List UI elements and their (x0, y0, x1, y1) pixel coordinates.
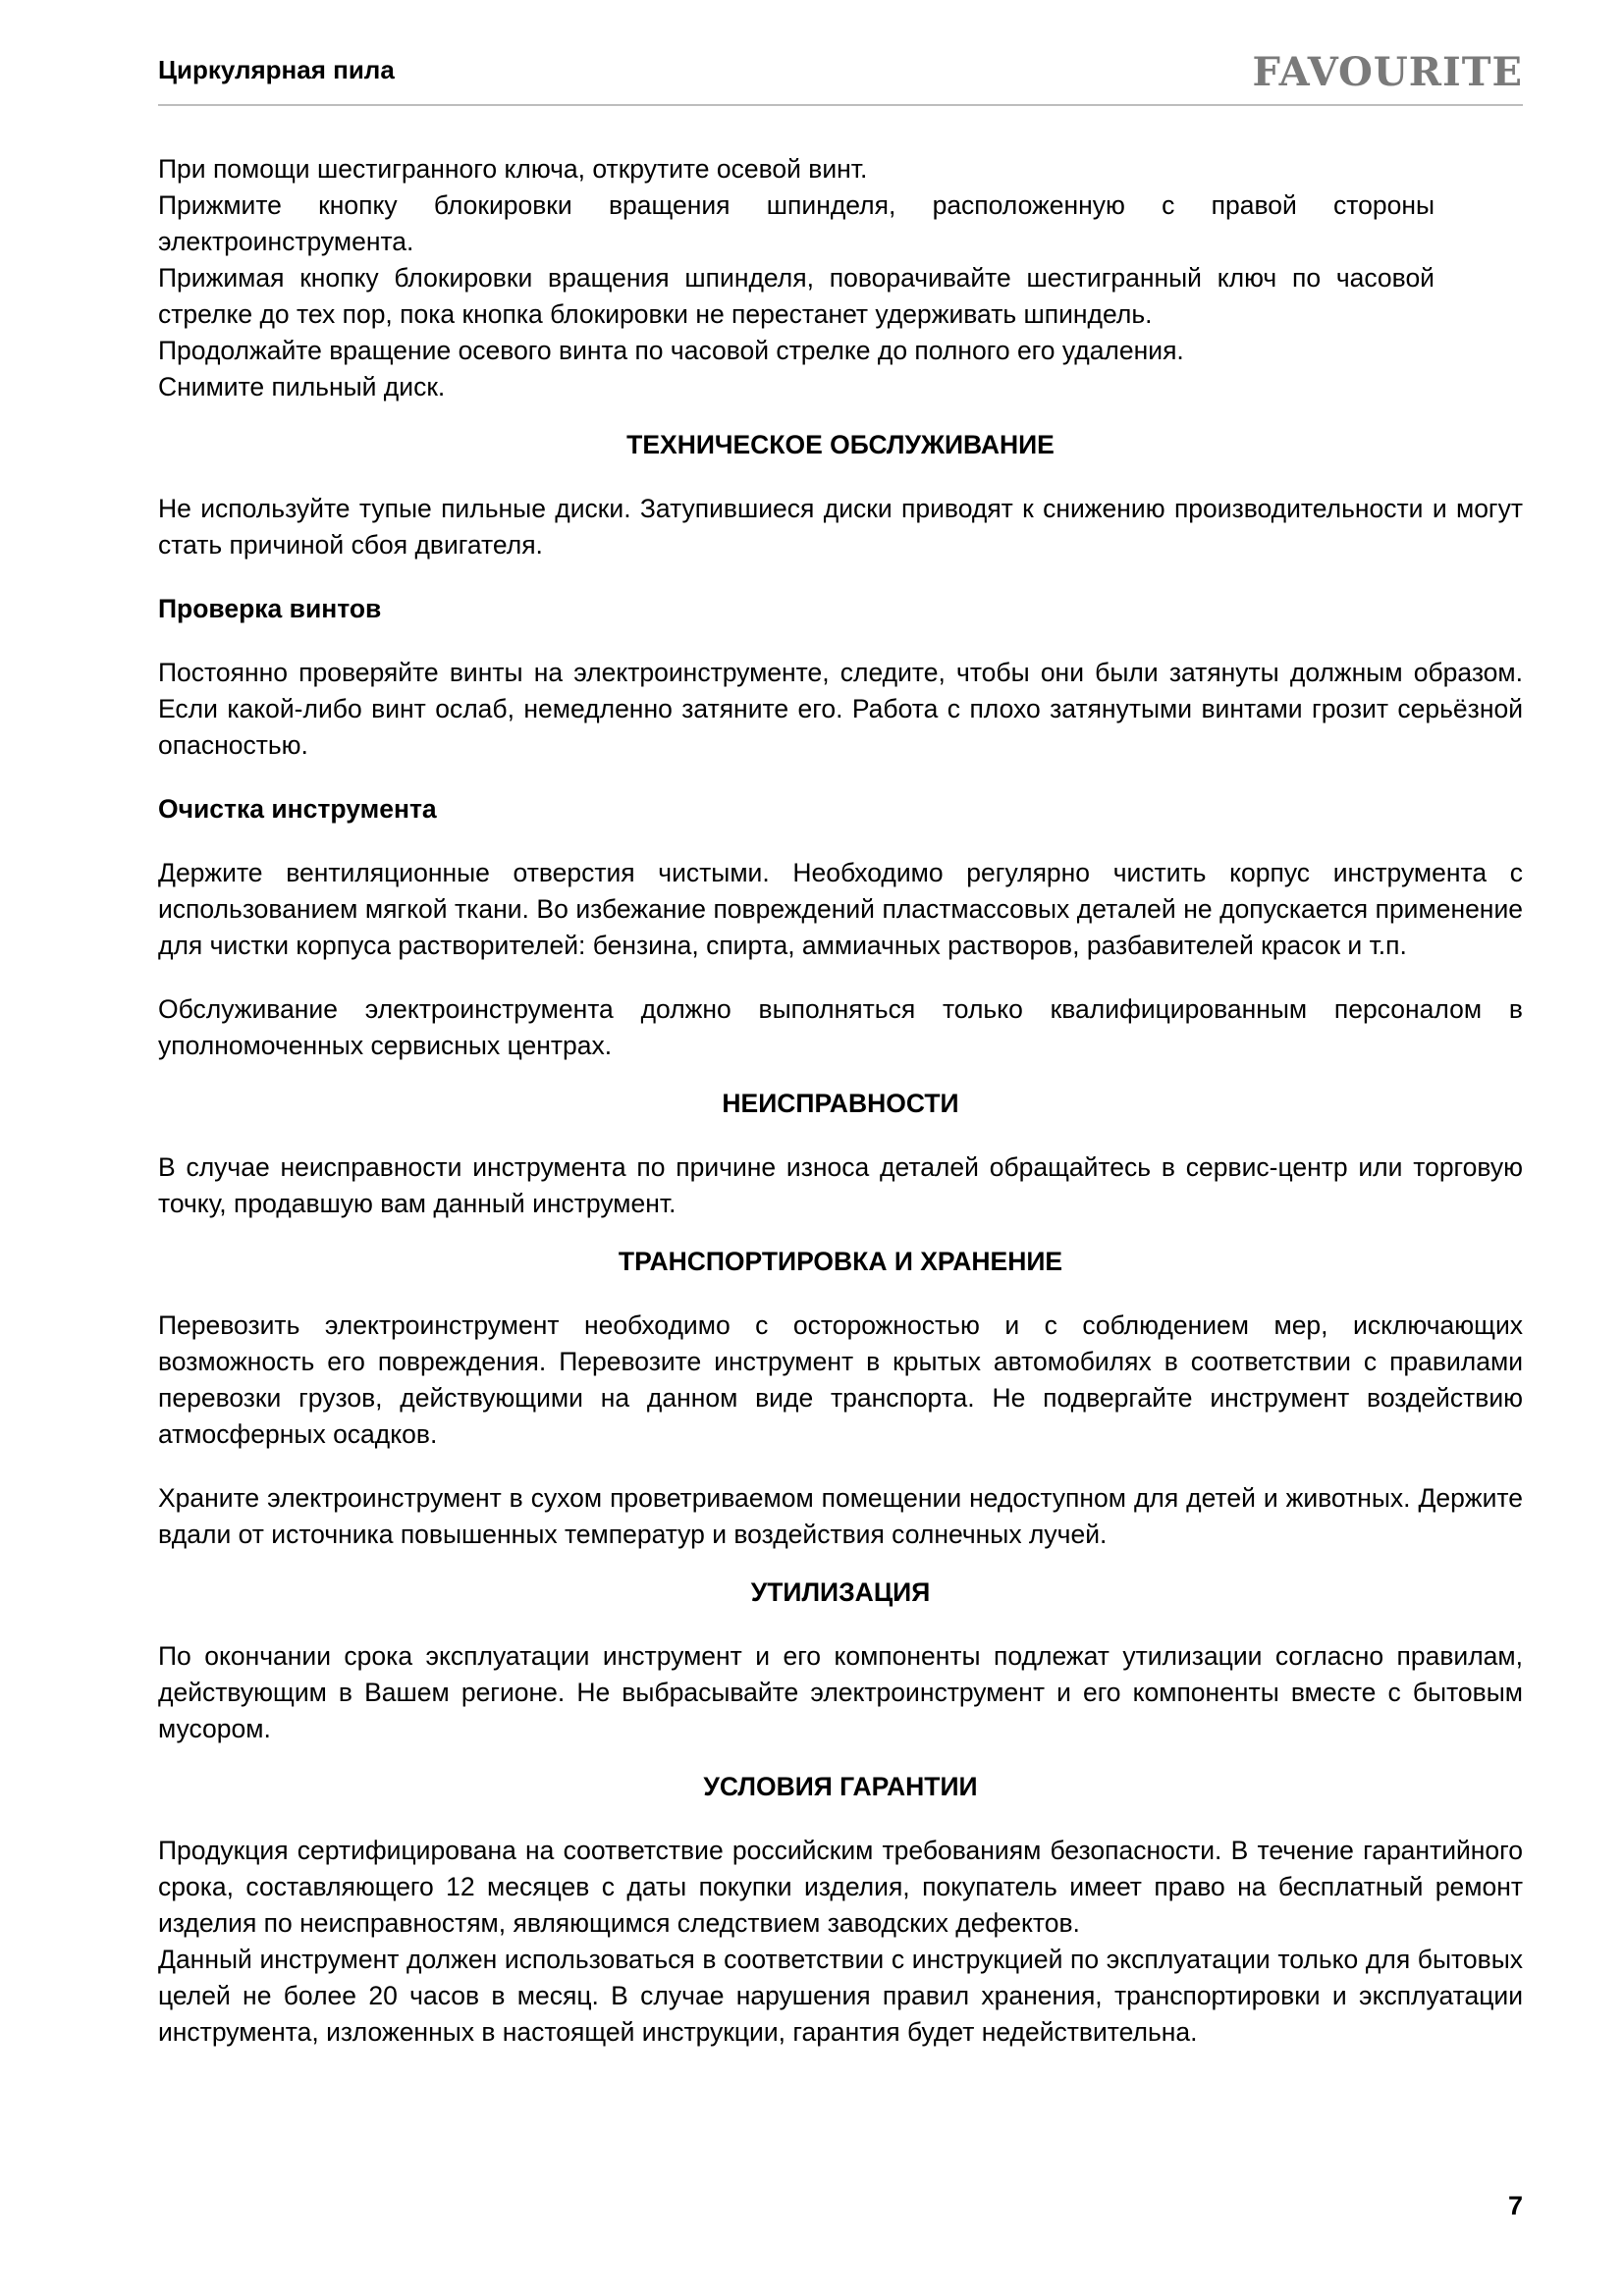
subheading-screws: Проверка винтов (158, 594, 382, 623)
disposal-text: По окончании срока эксплуатации инструмент и его компоненты подлежат утилизации согласно правилам, действующим в Вашем регионе. Не выбрасывайте электроинструмент и его компоненты вместе с бытовым мусором. (158, 1641, 1523, 1743)
warranty-text: Продукция сертифицирована на соответствие российским требованиям безопасности. В течение гарантийного срока, составляющего 12 месяцев с даты покупки изделия, покупатель имеет право на бесплатный ремонт изделия по неисправностям, являющимся следствием заводских дефектов. (158, 1836, 1523, 1938)
faults-text: В случае неисправности инструмента по причине износа деталей обращайтесь в сервис-центр или торговую точку, продавшую вам данный инструмент. (158, 1152, 1523, 1218)
section-heading-transport: ТРАНСПОРТИРОВКА И ХРАНЕНИЕ (618, 1247, 1063, 1276)
step-paragraph: При помощи шестигранного ключа, открутите осевой винт. (158, 154, 868, 184)
brand-logo: FAVOURITE (1252, 49, 1523, 95)
warranty-text: Данный инструмент должен использоваться в соответствии с инструкцией по эксплуатации только для бытовых целей не более 20 часов в месяц. В случае нарушения правил хранения, транспортировки и эксплуатации инструмента, изложенных в настоящей инструкции, гарантия будет недействительна. (158, 1945, 1523, 2047)
step-paragraph: Прижимая кнопку блокировки вращения шпинделя, поворачивайте шестигранный ключ по часовой стрелке до тех пор, пока кнопка блокировки не перестанет удерживать шпиндель. (158, 263, 1435, 329)
header-divider (158, 104, 1523, 106)
step-paragraph: Продолжайте вращение осевого винта по часовой стрелке до полного его удаления. (158, 336, 1184, 365)
section-heading-disposal: УТИЛИЗАЦИЯ (750, 1577, 931, 1607)
transport-text: Перевозить электроинструмент необходимо с осторожностью и с соблюдением мер, исключающих возможность его повреждения. Перевозите инструмент в крытых автомобилях в соответствии с правилами перевозки грузов, действующими на данном виде транспорта. Не подвергайте инструмент воздействию атмосферных осадков. (158, 1310, 1523, 1449)
section-heading-maintenance: ТЕХНИЧЕСКОЕ ОБСЛУЖИВАНИЕ (626, 430, 1055, 459)
step-paragraph: Снимите пильный диск. (158, 372, 446, 401)
storage-text: Храните электроинструмент в сухом проветриваемом помещении недоступном для детей и животных. Держите вдали от источника повышенных температур и воздействия солнечных лучей. (158, 1483, 1523, 1549)
maintenance-text: Не используйте тупые пильные диски. Затупившиеся диски приводят к снижению производительности и могут стать причиной сбоя двигателя. (158, 494, 1523, 560)
section-heading-warranty: УСЛОВИЯ ГАРАНТИИ (703, 1772, 978, 1801)
section-heading-faults: НЕИСПРАВНОСТИ (722, 1089, 959, 1118)
removal-steps (158, 151, 1435, 405)
document-title: Циркулярная пила (158, 55, 395, 84)
screws-text: Постоянно проверяйте винты на электроинструменте, следите, чтобы они были затянуты должным образом. Если какой-либо винт ослаб, немедленно затяните его. Работа с плохо затянутыми винтами грозит серьёзной опасностью. (158, 658, 1523, 760)
page-content (158, 151, 1523, 2051)
page-header (158, 51, 1523, 104)
page-number: 7 (1507, 2191, 1523, 2220)
cleaning-text: Держите вентиляционные отверстия чистыми. Необходимо регулярно чистить корпус инструмента с использованием мягкой ткани. Во избежание повреждений пластмассовых деталей не допускается применение для чистки корпуса растворителей: бензина, спирта, аммиачных растворов, разбавителей красок и т.п. (158, 858, 1523, 960)
step-paragraph: Прижмите кнопку блокировки вращения шпинделя, расположенную с правой стороны электроинструмента. (158, 190, 1435, 256)
subheading-cleaning: Очистка инструмента (158, 794, 437, 824)
service-text: Обслуживание электроинструмента должно выполняться только квалифицированным персоналом в уполномоченных сервисных центрах. (158, 994, 1523, 1060)
